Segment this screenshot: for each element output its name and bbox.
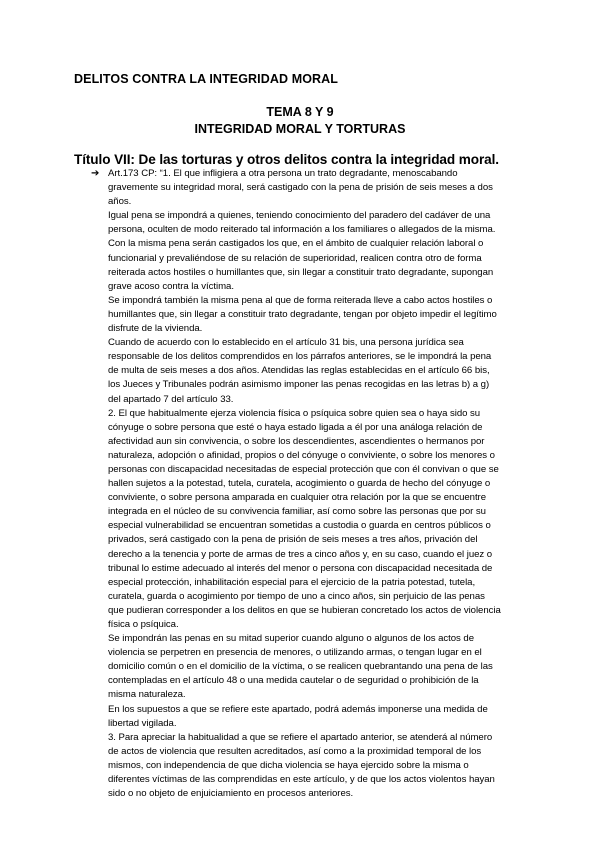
body-line: Con la misma pena serán castigados los que, en el ámbito de cualquier relación laboral o — [108, 238, 484, 250]
body-line: Art.173 CP: “1. El que infligiera a otra persona un trato degradante, menoscabando — [108, 168, 458, 179]
body-line: de multa de seis meses a dos años. Atendidas las reglas establecidas en el artículo 66 bis, — [108, 365, 490, 377]
tema-heading: TEMA 8 Y 9 — [266, 105, 334, 119]
body-line: humillantes que, sin llegar a constituir trato degradante, tengan por objeto impedir el legítimo — [108, 308, 497, 320]
body-line: violencia se perpetren en presencia de menores, o utilizando armas, o tengan lugar en el — [108, 647, 482, 659]
article-body — [108, 167, 528, 801]
body-line: Se impondrán las penas en su mitad superior cuando alguno o algunos de los actos de — [108, 633, 474, 645]
body-line: sido o no objeto de enjuiciamiento en procesos anteriores. — [108, 788, 354, 800]
body-line: grave acoso contra la víctima. — [108, 280, 234, 292]
body-line: Cuando de acuerdo con lo establecido en el artículo 31 bis, una persona jurídica sea — [108, 337, 464, 349]
body-line: domicilio común o en el domicilio de la víctima, o se realicen quebrantando una pena de las — [108, 661, 493, 673]
body-line: funcionarial y prevaliéndose de su relación de superioridad, realicen contra otro de forma — [108, 252, 482, 264]
arrow-right-icon: ➔ — [91, 168, 100, 179]
body-line: tribunal lo estime adecuado al interés del menor o persona con discapacidad necesitada de — [108, 562, 493, 574]
body-line: mismos, con independencia de que dicha violencia se haya ejercido sobre la misma o — [108, 759, 469, 771]
body-line: personas con discapacidad necesitadas de especial protección que con él convivan o que se — [108, 463, 499, 475]
body-line: integrada en el núcleo de su convivencia familiar, así como sobre las personas que por su — [108, 506, 486, 518]
body-line: conviviente, o sobre persona amparada en cualquier otra relación por la que se encuentre — [108, 492, 486, 504]
body-line: derecho a la tenencia y porte de armas de tres a cinco años y, en su caso, cuando el juez o — [108, 548, 493, 560]
body-line: reiterada actos hostiles o humillantes que, sin llegar a constituir trato degradante, supongan — [108, 266, 494, 278]
body-line: del apartado 7 del artículo 33. — [108, 393, 234, 405]
body-line: curatela, guarda o acogimiento por tiempo de uno a cinco años, sin perjuicio de las penas — [108, 590, 485, 602]
body-line: libertad vigilada. — [108, 717, 177, 729]
body-line: cónyuge o sobre persona que esté o haya estado ligada a él por una análoga relación de — [108, 421, 483, 433]
body-line: misma naturaleza. — [108, 689, 186, 701]
body-line: de actos de violencia que resulten acreditados, así como a la proximidad temporal de los — [108, 745, 482, 757]
body-line: Se impondrá también la misma pena al que de forma reiterada lleve a cabo actos hostiles o — [108, 294, 493, 306]
body-line: hallen sujetos a la potestad, tutela, curatela, acogimiento o guarda de hecho del cónyuge o — [108, 478, 491, 490]
body-line: especial protección, inhabilitación especial para el ejercicio de la patria potestad, tutela, — [108, 576, 476, 588]
tema-subheading: INTEGRIDAD MORAL Y TORTURAS — [194, 122, 406, 136]
document-title: DELITOS CONTRA LA INTEGRIDAD MORAL — [74, 72, 339, 86]
body-line: contempladas en el artículo 48 o una medida cautelar o de seguridad o prohibición de la — [108, 675, 479, 687]
body-line: los Jueces y Tribunales podrán asimismo imponer las penas recogidas en las letras b) a g) — [108, 379, 490, 391]
body-line: privados, será castigado con la pena de prisión de seis meses a tres años, privación del — [108, 534, 478, 546]
body-line: especial vulnerabilidad se encuentran sometidas a custodia o guarda en centros públicos o — [108, 520, 491, 532]
body-line: Igual pena se impondrá a quienes, teniendo conocimiento del paradero del cadáver de una — [108, 210, 491, 222]
body-line: que pudieran corresponder a los delitos en que se hubieran concretado los actos de violencia — [108, 604, 501, 616]
body-line: gravemente su integridad moral, será castigado con la pena de prisión de seis meses a dos — [108, 182, 493, 194]
body-line: años. — [108, 196, 132, 208]
body-line: 2. El que habitualmente ejerza violencia física o psíquica sobre quien sea o haya sido su — [108, 407, 481, 419]
body-line: naturaleza, adopción o afinidad, propios o del cónyuge o conviviente, o sobre los menores o — [108, 449, 495, 461]
body-line: En los supuestos a que se refiere este apartado, podrá además imponerse una medida de — [108, 703, 488, 715]
body-line: física o psíquica. — [108, 619, 179, 630]
body-line: 3. Para apreciar la habitualidad a que se refiere el apartado anterior, se atenderá al número — [108, 731, 493, 743]
section-title: Título VII: De las torturas y otros delitos contra la integridad moral. — [74, 152, 499, 167]
body-line: responsable de los delitos comprendidos en los párrafos anteriores, se le impondrá la pena — [108, 351, 492, 363]
body-line: disfrute de la vivienda. — [108, 323, 203, 335]
body-line: persona, oculten de modo reiterado tal información a los familiares o allegados de la misma. — [108, 224, 496, 236]
body-line: diferentes víctimas de las comprendidas en este artículo, y de que los actos violentos hayan — [108, 774, 495, 786]
body-line: afectividad aun sin convivencia, o sobre los descendientes, ascendientes o hermanos por — [108, 435, 485, 447]
